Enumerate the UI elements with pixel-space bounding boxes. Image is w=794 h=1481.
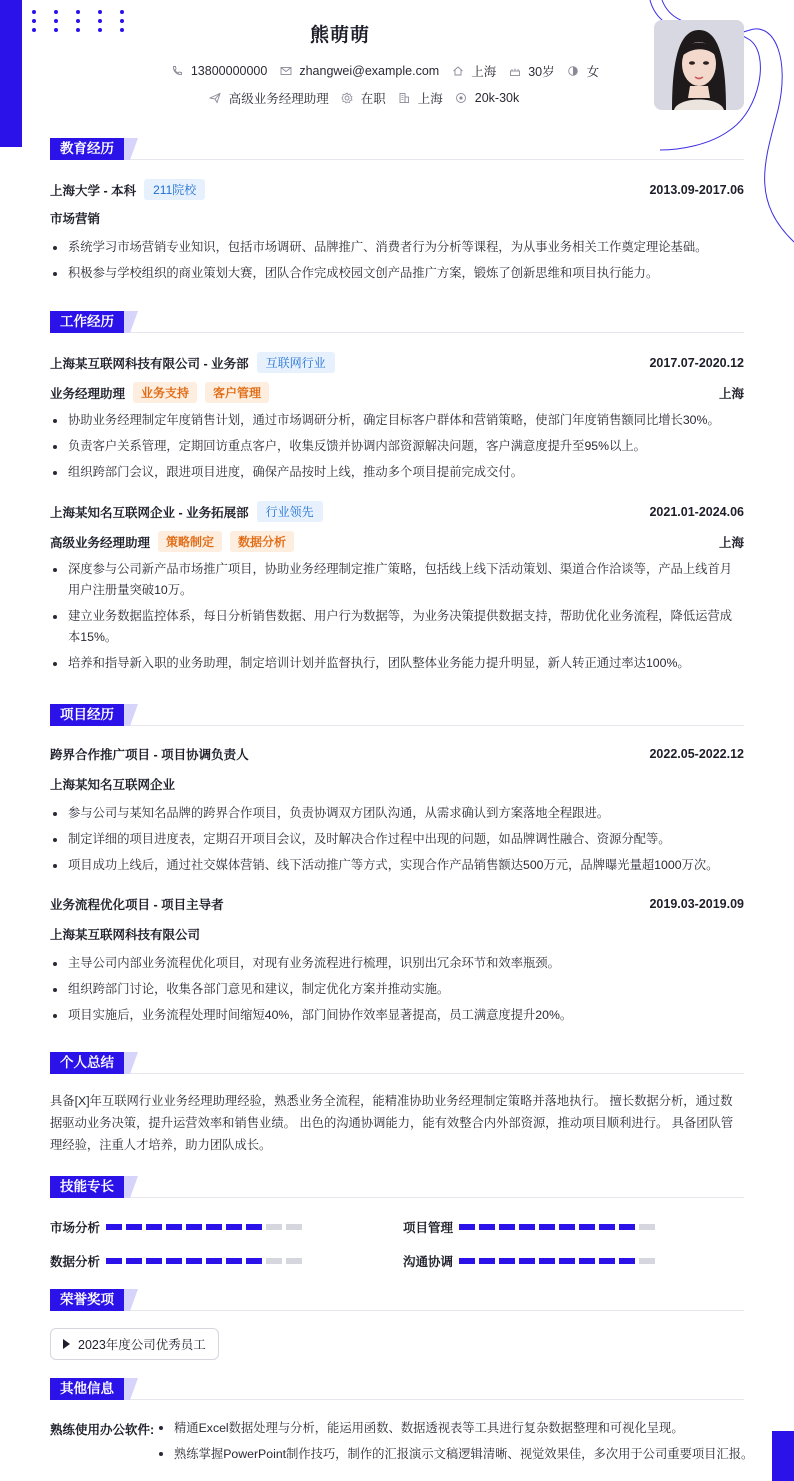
- list-item: 组织跨部门讨论，收集各部门意见和建议，制定优化方案并推动实施。: [50, 979, 744, 1000]
- salary-item: [455, 91, 519, 105]
- position-item: [209, 89, 329, 107]
- project-name: 业务流程优化项目 - 项目主导者: [50, 898, 224, 912]
- age-text: 30岁: [528, 65, 555, 79]
- project-bullets: [50, 803, 744, 876]
- list-item: 熟练掌握PowerPoint制作技巧，制作的汇报演示文稿逻辑清晰、视觉效果佳，多次用于公司重要项目汇报。: [154, 1441, 754, 1467]
- age-item: [508, 62, 554, 80]
- other-section: [50, 1378, 754, 1461]
- projects-title: 项目经历: [50, 704, 124, 726]
- skill-segment-filled: [519, 1258, 535, 1264]
- skill-segment-filled: [519, 1224, 535, 1230]
- industry-tag: 互联网行业: [257, 352, 335, 373]
- school-name: 上海大学 - 本科: [50, 183, 137, 198]
- status-text: 在职: [360, 92, 386, 106]
- project-bullets: [50, 953, 744, 1026]
- job-location: 上海: [718, 386, 744, 401]
- skill-name: 市场分析: [50, 1221, 101, 1235]
- skill-tag: 客户管理: [205, 382, 269, 403]
- award-text: 2023年度公司优秀员工: [78, 1338, 206, 1352]
- phone-text: 13800000000: [190, 64, 268, 78]
- list-item: 组织跨部门会议，跟进项目进度，确保产品按时上线，推动多个项目提前完成交付。: [50, 462, 744, 483]
- list-item: 系统学习市场营销专业知识，包括市场调研、品牌推广、消费者行为分析等课程，为从事业务相关工作奠定理论基础。: [50, 237, 744, 258]
- office-label: 熟练使用办公软件:: [50, 1423, 155, 1437]
- skill-segment-filled: [479, 1258, 495, 1264]
- skill-segment-empty: [639, 1224, 655, 1230]
- skill-segment-filled: [559, 1224, 575, 1230]
- skill-tag: 数据分析: [230, 531, 294, 552]
- education-date: 2013.09-2017.06: [649, 182, 744, 197]
- decor-bar-right: [772, 1431, 794, 1481]
- list-item: 深度参与公司新产品市场推广项目，协助业务经理制定推广策略，包括线上线下活动策划、渠道合作洽谈等，产品上线首月用户注册量突破10万。: [50, 559, 744, 601]
- skill-segment-filled: [459, 1258, 475, 1264]
- city-item: [451, 62, 496, 80]
- list-item: 项目实施后，业务流程处理时间缩短40%，部门间协作效率显著提高，员工满意度提升20%。: [50, 1005, 744, 1026]
- skill-segment-filled: [206, 1224, 222, 1230]
- list-item: 建立业务数据监控体系，每日分析销售数据、用户行为数据等，为业务决策提供数据支持，帮助优化业务流程，降低运营成本15%。: [50, 606, 744, 648]
- skill-item: [50, 1252, 302, 1270]
- target-city-item: [398, 89, 443, 107]
- section-title: [50, 1289, 744, 1311]
- section-title: [50, 1176, 744, 1198]
- skill-segment-filled: [126, 1224, 142, 1230]
- education-row: [50, 179, 744, 200]
- skill-segment-filled: [186, 1224, 202, 1230]
- job-date: 2021.01-2024.06: [649, 504, 744, 519]
- building-icon: [398, 92, 411, 105]
- skill-segment-filled: [539, 1258, 555, 1264]
- skill-segment-filled: [619, 1258, 635, 1264]
- coin-icon: [455, 92, 468, 105]
- industry-tag: 行业领先: [257, 501, 323, 522]
- job-intent-row: [0, 89, 680, 107]
- role-row: [50, 382, 744, 403]
- section-title: [50, 138, 744, 160]
- candidate-name: 熊萌萌: [309, 25, 370, 46]
- target-city-text: 上海: [417, 92, 443, 106]
- skill-segment-filled: [599, 1224, 615, 1230]
- avatar-photo: [654, 20, 744, 110]
- list-item: 积极参与学校组织的商业策划大赛，团队合作完成校园文创产品推广方案，锻炼了创新思维和项目执行能力。: [50, 263, 744, 284]
- skill-segment-empty: [286, 1258, 302, 1264]
- list-item: 培养和指导新入职的业务助理，制定培训计划并监督执行，团队整体业务能力提升明显，新人转正通过率达100%。: [50, 653, 744, 674]
- resume-header: [0, 0, 794, 130]
- skill-tag: 策略制定: [158, 531, 222, 552]
- skill-segment-empty: [286, 1224, 302, 1230]
- home-icon: [451, 65, 464, 78]
- gender-text: 女: [586, 65, 600, 79]
- job-location: 上海: [718, 535, 744, 550]
- company-name: 上海某知名互联网企业 - 业务拓展部: [50, 505, 249, 520]
- education-title: 教育经历: [50, 138, 124, 160]
- project-date: 2019.03-2019.09: [649, 897, 744, 911]
- section-title: [50, 1378, 744, 1400]
- skill-segment-filled: [599, 1258, 615, 1264]
- skill-segment-filled: [166, 1224, 182, 1230]
- skill-segment-filled: [226, 1224, 242, 1230]
- skill-segment-filled: [459, 1224, 475, 1230]
- job-date: 2017.07-2020.12: [649, 355, 744, 370]
- major-name: 市场营销: [50, 212, 101, 226]
- project-date: 2022.05-2022.12: [649, 747, 744, 761]
- skills-section: [50, 1176, 744, 1269]
- skill-item: [403, 1218, 655, 1236]
- skill-segment-filled: [579, 1258, 595, 1264]
- list-item: 负责客户关系管理，定期回访重点客户，收集反馈并协调内部资源解决问题，客户满意度提升至95%以上。: [50, 436, 744, 457]
- contact-row: [0, 62, 680, 80]
- job-bullets: [50, 559, 744, 674]
- list-item: 项目成功上线后，通过社交媒体营销、线下活动推广等方式，实现合作产品销售额达500万元，品牌曝光量超1000万次。: [50, 855, 744, 876]
- education-bullets: [50, 237, 744, 284]
- work-title: 工作经历: [50, 311, 124, 333]
- project-org: 上海某互联网科技有限公司: [50, 928, 201, 942]
- role-name: 高级业务经理助理: [50, 535, 151, 550]
- role-row: [50, 531, 744, 552]
- work-section: [50, 311, 744, 670]
- play-icon: [63, 1339, 70, 1349]
- email-item: [279, 64, 439, 78]
- skill-level-bar: [106, 1258, 302, 1264]
- section-title: [50, 311, 744, 333]
- skill-segment-filled: [106, 1224, 122, 1230]
- skill-segment-empty: [639, 1258, 655, 1264]
- skill-name: 数据分析: [50, 1255, 101, 1269]
- other-title: 其他信息: [50, 1378, 124, 1400]
- skill-segment-filled: [499, 1224, 515, 1230]
- project-org-row: [50, 925, 744, 943]
- skill-segment-filled: [166, 1258, 182, 1264]
- skill-segment-empty: [266, 1224, 282, 1230]
- send-icon: [209, 92, 222, 105]
- list-item: 协助业务经理制定年度销售计划，通过市场调研分析，确定目标客户群体和营销策略，使部门年度销售额同比增长30%。: [50, 410, 744, 431]
- skill-name: 项目管理: [403, 1221, 454, 1235]
- section-title: [50, 704, 744, 726]
- skill-level-bar: [459, 1258, 655, 1264]
- skill-level-bar: [459, 1224, 655, 1230]
- city-text: 上海: [471, 65, 497, 79]
- skill-segment-filled: [206, 1258, 222, 1264]
- skill-segment-filled: [499, 1258, 515, 1264]
- skill-segment-filled: [146, 1224, 162, 1230]
- skill-name: 沟通协调: [403, 1255, 454, 1269]
- awards-section: [50, 1289, 744, 1352]
- skill-segment-filled: [226, 1258, 242, 1264]
- phone-item: [171, 64, 267, 78]
- summary-text: 具备[X]年互联网行业业务经理助理经验，熟悉业务全流程，能精准协助业务经理制定策略并落地执行。 擅长数据分析，通过数据驱动业务决策，提升运营效率和销售业绩。 出色的沟通协调能力，能有效整合内外部资源，推动项目顺利进行。 具备团队管理经验，注重人才培养，助力团队成长。: [50, 1094, 734, 1152]
- company-name: 上海某互联网科技有限公司 - 业务部: [50, 356, 249, 371]
- skill-segment-filled: [479, 1224, 495, 1230]
- salary-text: 20k-30k: [474, 91, 520, 105]
- project-row: [50, 895, 744, 913]
- skill-segment-filled: [186, 1258, 202, 1264]
- skill-level-bar: [106, 1224, 302, 1230]
- skills-title: 技能专长: [50, 1176, 124, 1198]
- projects-section: [50, 704, 744, 1022]
- role-name: 业务经理助理: [50, 386, 126, 401]
- award-item[interactable]: [50, 1328, 219, 1360]
- position-text: 高级业务经理助理: [228, 92, 329, 106]
- mail-icon: [279, 65, 292, 78]
- skill-item: [403, 1252, 655, 1270]
- skill-segment-filled: [126, 1258, 142, 1264]
- summary-section: [50, 1052, 744, 1152]
- project-row: [50, 745, 744, 763]
- list-item: 制定详细的项目进度表，定期召开项目会议，及时解决合作过程中出现的问题，如品牌调性融合、资源分配等。: [50, 829, 744, 850]
- section-title: [50, 1052, 744, 1074]
- cake-icon: [508, 65, 521, 78]
- education-section: [50, 138, 744, 280]
- skill-segment-filled: [559, 1258, 575, 1264]
- job-bullets: [50, 410, 744, 483]
- skill-segment-filled: [146, 1258, 162, 1264]
- gender-item: [567, 62, 600, 80]
- gender-icon: [567, 65, 580, 78]
- gear-icon: [341, 92, 354, 105]
- skill-segment-filled: [106, 1258, 122, 1264]
- skill-segment-filled: [246, 1224, 262, 1230]
- skill-segment-empty: [266, 1258, 282, 1264]
- awards-title: 荣誉奖项: [50, 1289, 124, 1311]
- skill-segment-filled: [539, 1224, 555, 1230]
- phone-icon: [171, 65, 184, 78]
- project-org-row: [50, 775, 744, 793]
- office-list: [154, 1415, 754, 1467]
- email-text: zhangwei@example.com: [299, 64, 440, 78]
- summary-title: 个人总结: [50, 1052, 124, 1074]
- skill-item: [50, 1218, 302, 1236]
- skill-tag: 业务支持: [133, 382, 197, 403]
- skill-segment-filled: [246, 1258, 262, 1264]
- job-row: [50, 352, 744, 373]
- skill-segment-filled: [579, 1224, 595, 1230]
- project-name: 跨界合作推广项目 - 项目协调负责人: [50, 748, 249, 762]
- job-row: [50, 501, 744, 522]
- list-item: 参与公司与某知名品牌的跨界合作项目，负责协调双方团队沟通，从需求确认到方案落地全程跟进。: [50, 803, 744, 824]
- skill-segment-filled: [619, 1224, 635, 1230]
- list-item: 主导公司内部业务流程优化项目，对现有业务流程进行梳理，识别出冗余环节和效率瓶颈。: [50, 953, 744, 974]
- list-item: 精通Excel数据处理与分析，能运用函数、数据透视表等工具进行复杂数据整理和可视化呈现。: [154, 1415, 754, 1441]
- major-row: [50, 209, 744, 227]
- school-tag: 211院校: [144, 179, 205, 200]
- status-item: [341, 89, 386, 107]
- project-org: 上海某知名互联网企业: [50, 778, 176, 792]
